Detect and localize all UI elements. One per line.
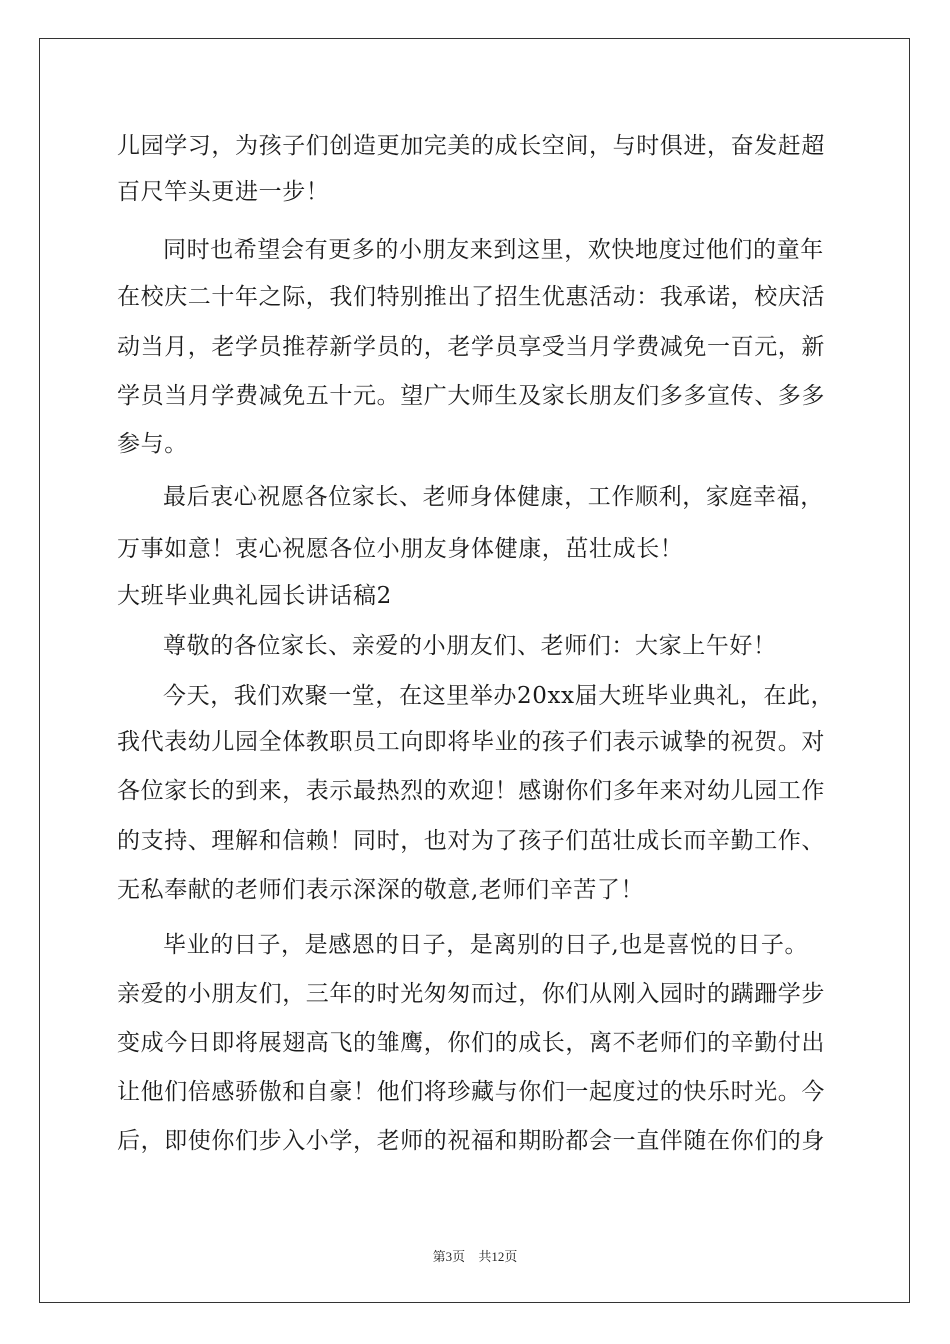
salutation: 尊敬的各位家长、亲爱的小朋友们、老师们：大家上午好！ — [163, 633, 777, 659]
page-border — [39, 38, 910, 1303]
text-line: 变成今日即将展翅高飞的雏鹰，你们的成长，离不老师们的辛勤付出 — [117, 1030, 825, 1056]
text-line: 动当月，老学员推荐新学员的，老学员享受当月学费减免一百元，新 — [117, 334, 825, 360]
page-number: 第3页 — [432, 1249, 466, 1264]
text-line: 亲爱的小朋友们，三年的时光匆匆而过，你们从刚入园时的蹒跚学步 — [117, 981, 825, 1007]
text-line: 万事如意！衷心祝愿各位小朋友身体健康，茁壮成长！ — [117, 536, 684, 562]
paragraph-first-line: 毕业的日子，是感恩的日子，是离别的日子,也是喜悦的日子。 — [163, 932, 809, 958]
paragraph-first-line: 同时也希望会有更多的小朋友来到这里，欢快地度过他们的童年 — [163, 237, 824, 263]
text-line: 的支持、理解和信赖！同时，也对为了孩子们茁壮成长而辛勤工作、 — [117, 828, 825, 854]
paragraph-first-line: 最后衷心祝愿各位家长、老师身体健康，工作顺利，家庭幸福， — [163, 484, 824, 510]
text-line: 后，即使你们步入小学，老师的祝福和期盼都会一直伴随在你们的身 — [117, 1128, 825, 1154]
section-title: 大班毕业典礼园长讲话稿2 — [117, 583, 392, 609]
paragraph-first-line: 今天，我们欢聚一堂，在这里举办20xx届大班毕业典礼，在此， — [163, 683, 835, 709]
text-line: 百尺竿头更进一步！ — [117, 179, 330, 205]
text-line: 无私奉献的老师们表示深深的敬意,老师们辛苦了！ — [117, 877, 645, 903]
page-total: 共12页 — [478, 1249, 518, 1264]
text-line: 儿园学习，为孩子们创造更加完美的成长空间，与时俱进，奋发赶超 — [117, 133, 825, 159]
text-line: 在校庆二十年之际，我们特别推出了招生优惠活动：我承诺，校庆活 — [117, 284, 825, 310]
text-line: 让他们倍感骄傲和自豪！他们将珍藏与你们一起度过的快乐时光。今 — [117, 1079, 825, 1105]
text-line: 参与。 — [117, 431, 188, 457]
page-footer — [0, 1246, 950, 1265]
text-line: 我代表幼儿园全体教职员工向即将毕业的孩子们表示诚挚的祝贺。对 — [117, 729, 825, 755]
text-line: 各位家长的到来，表示最热烈的欢迎！感谢你们多年来对幼儿园工作 — [117, 778, 825, 804]
text-line: 学员当月学费减免五十元。望广大师生及家长朋友们多多宣传、多多 — [117, 383, 825, 409]
